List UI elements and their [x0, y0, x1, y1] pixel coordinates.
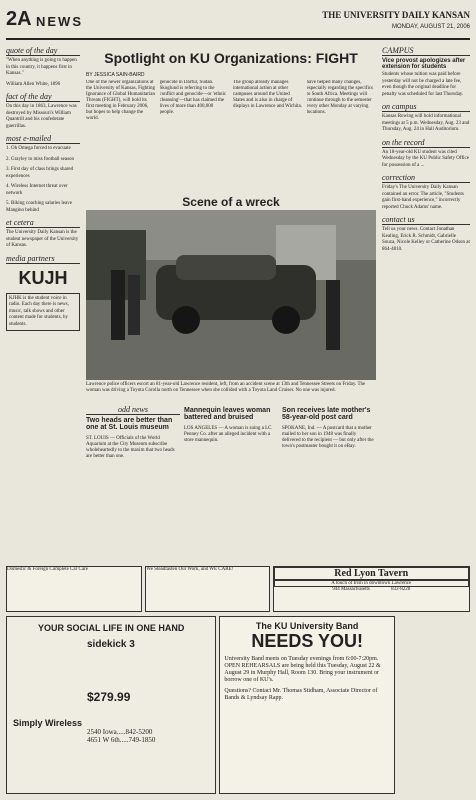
car-care-ad: Domestic & Foreign Complete Car Care	[6, 566, 142, 612]
quote-title: quote of the day	[6, 46, 80, 56]
red-lyon-ad	[273, 566, 470, 612]
band-contact: Questions? Contact Mr. Thomas Stidham, Associate Director of Bands & Lyndsay Rapp.	[224, 688, 378, 701]
ad-row-top	[6, 566, 470, 612]
odd-news-section	[86, 405, 376, 555]
odd-headline-2: Mannequin leaves woman battered and bruised	[184, 407, 271, 421]
campus-headline: Vice provost apologizes after extension for students	[382, 58, 466, 70]
odd-news-title: odd news	[86, 405, 180, 415]
emailed-item: 3. First day of class brings shared experiences	[6, 167, 74, 179]
kjhk-box: KJHK is the student voice in radio. Each day there is news, music, talk shows and other content made for students, by students.	[6, 293, 80, 332]
section-label: NEWS	[36, 14, 83, 29]
wreck-photo	[86, 210, 376, 380]
article-col-1: One of the newer organizations at the University of Kansas, Fighting Ignorance of Global Humanitarian Threats (FIGHT), will hold its first meeting in February 2006, but hopes to help change the world.	[86, 80, 156, 121]
wreck-caption: Lawrence police officers escort an 81-year-old Lawrence resident, left, from an accident scene at 13th and Tennessee Streets on Friday. The woman was driving a Toyota Corolla north on Tennessee when she collided with a Toyota Land Cruiser. No one was injured.	[86, 382, 366, 393]
sidekick-name: sidekick 3	[87, 639, 135, 650]
tavern-addr: 944 Massachusetts	[332, 587, 370, 592]
sidekick-ad	[6, 616, 216, 794]
masthead	[6, 8, 470, 40]
band-ad	[219, 616, 395, 794]
emailed-title: most e-mailed	[6, 134, 80, 144]
fact-title: fact of the day	[6, 92, 80, 102]
social-title: YOUR SOCIAL LIFE IN ONE HAND	[38, 623, 185, 633]
page-number: 2A	[6, 8, 32, 30]
sidekick-price: $279.99	[87, 690, 131, 704]
emailed-item: 1. Oh Omega forced to evacuate	[6, 146, 71, 151]
ad-row-bottom	[6, 616, 470, 794]
store-addr-2: 4651 W 6th.....749-1850	[87, 736, 156, 744]
steadfasten-ad: We Steadfasten Our Work, and WE CARE!	[145, 566, 269, 612]
correction-title: correction	[382, 173, 470, 183]
headline-fight: Spotlight on KU Organizations: FIGHT	[104, 50, 358, 66]
quote-text: "When anything is going to happen in this country, it happens first in Kansas."	[6, 58, 77, 76]
quote-source: William Allen White, 1896	[6, 81, 61, 87]
tavern-phone: 832-8228	[391, 587, 411, 592]
campus-text: Students whose tuition was paid before yesterday will not be charged a late fee, even though the original deadline for penalty was scheduled for last Thursday.	[382, 72, 464, 97]
fact-text: On this day in 1863, Lawrence was destroyed by Missouri's William Quantrill and his confederate guerrillas.	[6, 104, 77, 129]
on-campus-title: on campus	[382, 102, 470, 112]
correction-text: Friday's The University Daily Kansan contained an error. The article, "Students gain first-hand experience," incorrectly reported Chuck Adams' name.	[382, 185, 464, 210]
article-col-2: genocide in Darfur, Sudan. Skoglund is referring to the conflict and genocide—or 'ethnic cleansing'—that has claimed the lives of more than 400,000 people.	[159, 80, 227, 115]
odd-text-1: ST. LOUIS — Officials of the World Aquarium at the City Museum subscribe wholeheartedly to the maxim that two heads are better than one.	[86, 436, 175, 459]
simply-wireless: Simply Wireless	[13, 718, 82, 728]
campus-title: CAMPUS	[382, 46, 470, 56]
issue-date: MONDAY, AUGUST 21, 2006	[391, 24, 470, 30]
tavern-sub: A touch of Irish in downtown Lawrence	[274, 580, 469, 587]
odd-headline-3: Son receives late mother's 58-year-old post card	[282, 407, 371, 421]
wreck-title: Scene of a wreck	[182, 195, 280, 209]
left-column	[6, 42, 80, 562]
band-text: University Band meets on Tuesday evenings from 6:00-7:20pm. OPEN REHEARSALS are being held this Tuesday, August 22 & August 29 in Murphy Hall, Room 130. Bring your instrument or borrow one of KU's.	[224, 656, 381, 683]
store-addr-1: 2540 Iowa.....842-5200	[87, 728, 153, 736]
emailed-item: 5. Biking coaching salaries leave Mangino behind	[6, 201, 72, 213]
kujh-logo: KUJH	[18, 267, 68, 288]
contact-title: contact us	[382, 215, 470, 225]
emailed-item: 4. Wireless Internet threat over network	[6, 184, 68, 196]
contact-text: Tell us your news. Contact Jonathan Kealing, Erick R. Schmidt, Gabrielle Souza, Nicole Kelley or Catherine Odson at 864-4810.	[382, 227, 470, 252]
etcetera-text: The University Daily Kansan is the student newspaper of the University of Kansas.	[6, 230, 79, 248]
etcetera-title: et cetera	[6, 218, 80, 228]
odd-text-3: SPOKANE, Ind. — A postcard that a mother mailed to her son in 1948 was finally delivered to the recipient — but only after the town's postmaster bought it on eBay.	[282, 426, 374, 449]
odd-headline-1: Two heads are better than one at St. Louis museum	[86, 417, 173, 431]
on-campus-text: Kansas Rowing will hold informational meetings at 5 p.m. Wednesday, Aug. 23 and Thursday, Aug. 24 in Hall Auditorium.	[382, 114, 470, 132]
article-col-3: The group already manages international action at other campuses around the United States and is also in charge of displays in Lawrence and Wichita.	[233, 80, 302, 109]
byline: BY JESSICA SAIN-BAIRD	[86, 72, 145, 78]
odd-text-2: LOS ANGELES — A woman is suing a LC Penney Co. after an alleged incident with a store mannequin.	[184, 426, 272, 443]
band-needs: NEEDS YOU!	[251, 631, 364, 651]
article-col-4: have helped many changes, especially regarding the specifics to South Africa. Meetings will continue through to the semester every other Monday at varying locations.	[306, 80, 373, 115]
paper-name: THE UNIVERSITY DAILY KANSAN	[322, 10, 470, 20]
on-record-title: on the record	[382, 138, 470, 148]
media-title: media partners	[6, 254, 80, 264]
tavern-title: Red Lyon Tavern	[274, 567, 469, 580]
band-title: The KU University Band	[255, 621, 359, 631]
right-column	[382, 42, 470, 562]
on-record-text: An 18-year-old KU student was cited Wednesday by the KU Public Safety Office for possession of a ...	[382, 149, 469, 168]
emailed-item: 2. Grayley to miss football season	[6, 156, 75, 162]
contact-column	[398, 616, 470, 794]
fight-article	[86, 80, 376, 188]
